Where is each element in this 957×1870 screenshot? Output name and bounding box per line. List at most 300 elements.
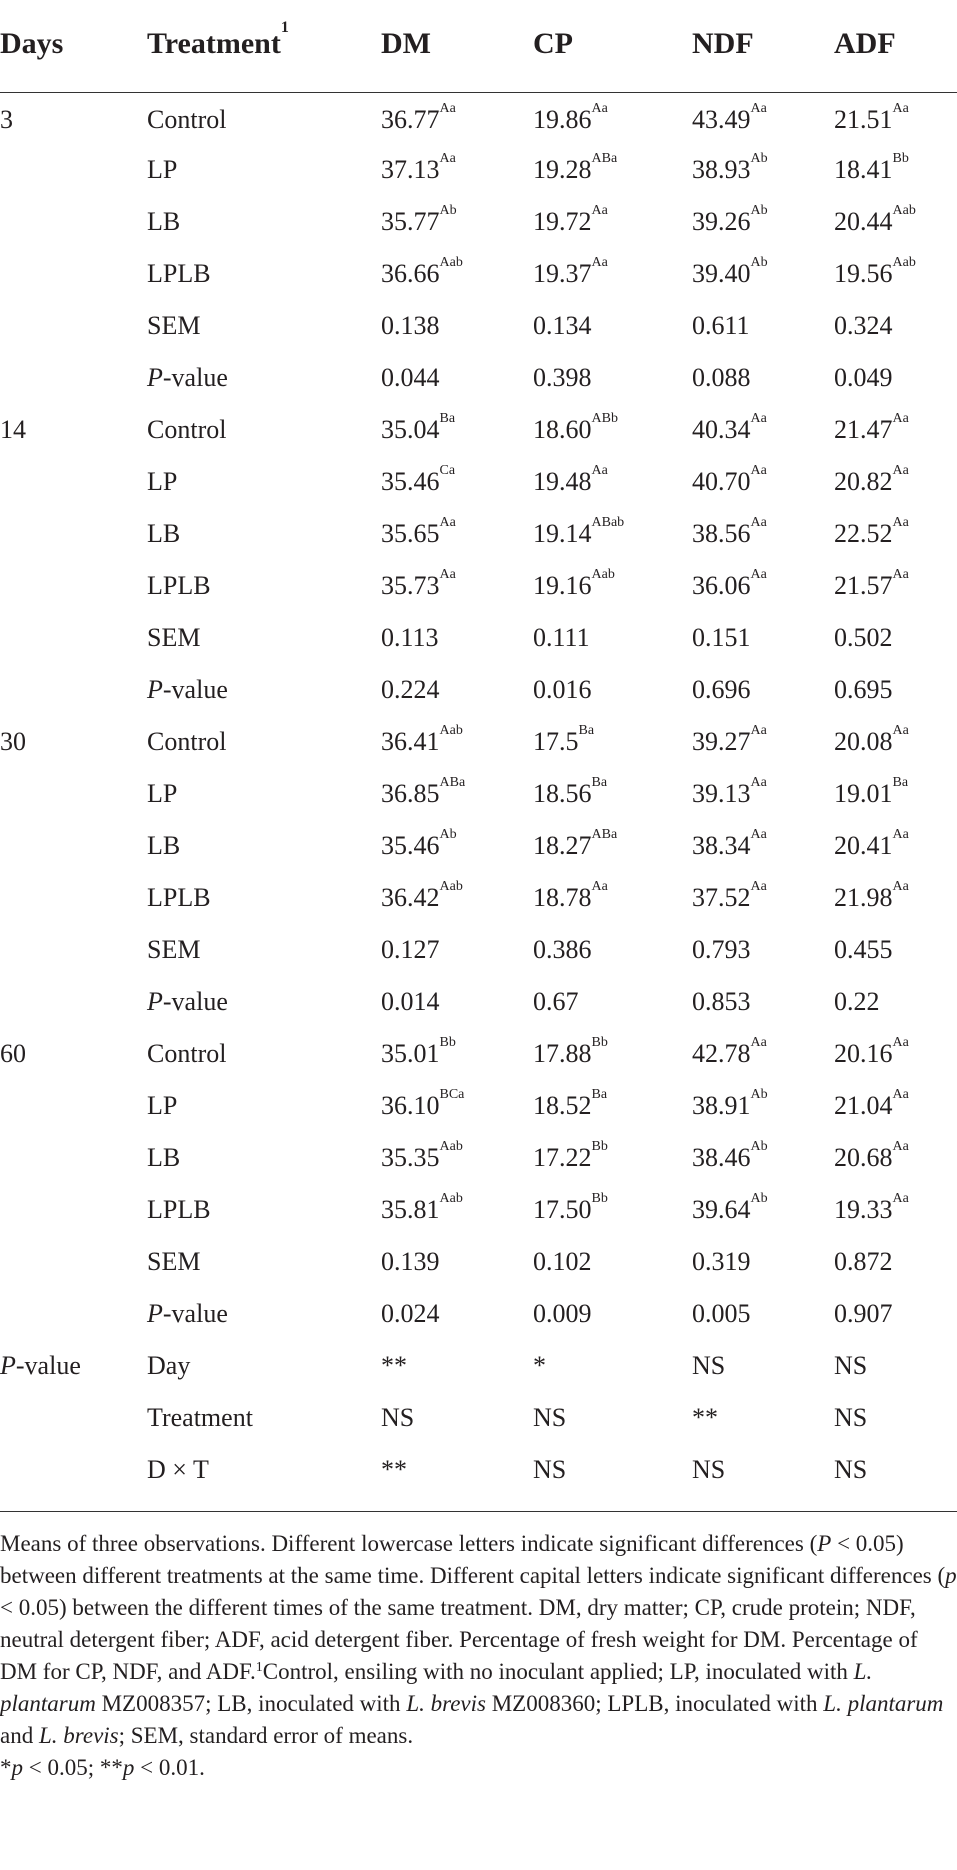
- cell-ndf: [692, 144, 834, 196]
- cell-dm: [381, 976, 533, 1028]
- day-label: 3: [0, 105, 13, 135]
- cp-value: NS: [533, 1455, 567, 1484]
- cell-day: [0, 144, 147, 196]
- cell-cp: [533, 1236, 692, 1288]
- table-row: [0, 144, 957, 196]
- adf-value: 21.04: [834, 1091, 893, 1120]
- treatment-label: Control: [147, 727, 227, 756]
- cell-ndf: [692, 508, 834, 560]
- cp-value: 17.5: [533, 727, 579, 756]
- cell-adf: [834, 1392, 957, 1444]
- ndf-significance-letters: Ab: [750, 1191, 768, 1206]
- dm-significance-letters: Ca: [439, 463, 456, 478]
- footnote-p-symbol: p: [945, 1563, 957, 1588]
- dm-value: 35.73: [381, 571, 440, 600]
- p-value-suffix: -value: [162, 675, 228, 704]
- footnote-main: [0, 1528, 957, 1752]
- cell-dm: [381, 1184, 533, 1236]
- dm-value: 35.46: [381, 467, 440, 496]
- cell-cp: [533, 1184, 692, 1236]
- cell-cp: [533, 820, 692, 872]
- cell-dm: [381, 508, 533, 560]
- dm-significance-letters: Ab: [439, 203, 457, 218]
- cell-ndf: [692, 1236, 834, 1288]
- adf-significance-letters: Aa: [892, 567, 909, 582]
- cell-day: [0, 1288, 147, 1340]
- dm-significance-letters: Aa: [439, 567, 456, 582]
- footnote-text-3: < 0.05) between the different times of the same treatment. DM, dry matter; CP, crude protein; NDF, neutral detergent fiber; ADF, acid detergent fiber. Percentage of fresh weight for DM. Percentage of DM for CP, NDF, and ADF.: [0, 1595, 918, 1684]
- cell-cp: [533, 352, 692, 404]
- dm-value: 36.66: [381, 259, 440, 288]
- table-row: [0, 300, 957, 352]
- treatment-label: LP: [147, 1091, 178, 1120]
- cp-significance-letters: ABa: [591, 827, 618, 842]
- table-row: [0, 976, 957, 1028]
- cp-significance-letters: Bb: [591, 1139, 608, 1154]
- table-row: [0, 1340, 957, 1392]
- sig-text: < 0.05; **: [23, 1755, 123, 1780]
- ndf-significance-letters: Aa: [750, 463, 767, 478]
- cell-day: [0, 1184, 147, 1236]
- table-row: [0, 1288, 957, 1340]
- cell-day: [0, 508, 147, 560]
- cell-cp: [533, 1392, 692, 1444]
- cell-ndf: [692, 352, 834, 404]
- ndf-significance-letters: Aa: [750, 567, 767, 582]
- cell-day: [0, 1340, 147, 1392]
- species-name: L. plantarum: [823, 1691, 944, 1716]
- ndf-significance-letters: Ab: [750, 255, 768, 270]
- ndf-significance-letters: Aa: [750, 879, 767, 894]
- ndf-significance-letters: Ab: [750, 203, 768, 218]
- ndf-significance-letters: Aa: [750, 101, 767, 117]
- footnote-text-5: MZ008357; LB, inoculated with: [95, 1691, 407, 1716]
- ndf-significance-letters: Ab: [750, 151, 768, 166]
- cell-treatment: [147, 508, 381, 560]
- cell-treatment: [147, 560, 381, 612]
- table-row: [0, 1132, 957, 1184]
- adf-significance-letters: Aa: [892, 1191, 909, 1206]
- treatment-label: LP: [147, 779, 178, 808]
- cp-significance-letters: Ba: [578, 723, 595, 738]
- treatment-label: LP: [147, 155, 178, 184]
- dm-value: 0.224: [381, 675, 440, 704]
- cp-significance-letters: Aab: [591, 567, 615, 582]
- adf-value: 0.049: [834, 363, 893, 392]
- cell-cp: [533, 508, 692, 560]
- ndf-value: 38.34: [692, 831, 751, 860]
- cell-ndf: [692, 1080, 834, 1132]
- ndf-value: 39.13: [692, 779, 751, 808]
- cell-cp: [533, 144, 692, 196]
- cp-significance-letters: Ba: [591, 1087, 608, 1102]
- cell-day: [0, 560, 147, 612]
- dm-significance-letters: Aab: [439, 1139, 463, 1154]
- cell-ndf: [692, 560, 834, 612]
- table-body: [0, 92, 957, 1496]
- cp-value: 17.88: [533, 1039, 592, 1068]
- cell-day: [0, 1132, 147, 1184]
- adf-significance-letters: Ba: [892, 775, 909, 790]
- ndf-significance-letters: Aa: [750, 515, 767, 530]
- cp-significance-letters: Ba: [591, 775, 608, 790]
- cell-day: [0, 820, 147, 872]
- dm-value: 36.41: [381, 727, 440, 756]
- adf-value: 20.44: [834, 207, 893, 236]
- dm-value: 35.46: [381, 831, 440, 860]
- cell-adf: [834, 1184, 957, 1236]
- cp-value: 0.386: [533, 935, 592, 964]
- ndf-significance-letters: Ab: [750, 1139, 768, 1154]
- sig-text: < 0.01.: [134, 1755, 205, 1780]
- cell-adf: [834, 196, 957, 248]
- cell-dm: [381, 300, 533, 352]
- adf-value: 0.324: [834, 311, 893, 340]
- treatment-label: [147, 987, 228, 1016]
- ndf-value: 0.793: [692, 935, 751, 964]
- dm-value: 0.014: [381, 987, 440, 1016]
- species-name: L. brevis: [38, 1723, 119, 1748]
- treatment-label: SEM: [147, 311, 201, 340]
- dm-value: 0.139: [381, 1247, 440, 1276]
- cp-value: 0.016: [533, 675, 592, 704]
- treatment-label: Control: [147, 105, 227, 135]
- dm-value: **: [381, 1351, 407, 1380]
- footnote-significance: [0, 1752, 957, 1784]
- adf-significance-letters: Aab: [892, 255, 916, 270]
- ndf-value: 39.26: [692, 207, 751, 236]
- cell-treatment: [147, 924, 381, 976]
- sig-star: *: [0, 1755, 12, 1780]
- cp-value: 18.60: [533, 415, 592, 444]
- cp-significance-letters: Aa: [591, 463, 608, 478]
- cell-dm: [381, 456, 533, 508]
- ndf-value: NS: [692, 1455, 726, 1484]
- cell-ndf: [692, 716, 834, 768]
- cp-value: 19.37: [533, 259, 592, 288]
- treatment-label: LPLB: [147, 571, 211, 600]
- cell-ndf: [692, 872, 834, 924]
- cp-value: 19.14: [533, 519, 592, 548]
- italic-p: P: [147, 675, 163, 704]
- cell-adf: [834, 820, 957, 872]
- sig-p: p: [122, 1755, 135, 1780]
- cell-cp: [533, 92, 692, 144]
- cp-significance-letters: Aa: [591, 879, 608, 894]
- cell-cp: [533, 924, 692, 976]
- dm-value: 35.77: [381, 207, 440, 236]
- treatment-label: Treatment: [147, 1403, 253, 1432]
- cell-treatment: [147, 1028, 381, 1080]
- cell-ndf: [692, 976, 834, 1028]
- cell-cp: [533, 664, 692, 716]
- cell-treatment: [147, 404, 381, 456]
- cell-treatment: [147, 1340, 381, 1392]
- cell-ndf: [692, 1288, 834, 1340]
- table-row: [0, 404, 957, 456]
- adf-significance-letters: Aa: [892, 463, 909, 478]
- cell-ndf: [692, 1132, 834, 1184]
- cell-dm: [381, 248, 533, 300]
- cell-treatment: [147, 456, 381, 508]
- dm-significance-letters: ABa: [439, 775, 466, 790]
- footnote-mark: 1: [255, 1660, 263, 1675]
- cell-day: [0, 248, 147, 300]
- dm-significance-letters: Aab: [439, 255, 463, 270]
- italic-p: P: [147, 1299, 163, 1328]
- table-row: [0, 612, 957, 664]
- cell-dm: [381, 404, 533, 456]
- adf-value: 18.41: [834, 155, 893, 184]
- cell-dm: [381, 144, 533, 196]
- cell-cp: [533, 560, 692, 612]
- cp-value: 19.72: [533, 207, 592, 236]
- adf-significance-letters: Aa: [892, 1035, 909, 1050]
- cell-ndf: [692, 820, 834, 872]
- cell-day: [0, 196, 147, 248]
- table-row: [0, 1184, 957, 1236]
- treatment-label: SEM: [147, 935, 201, 964]
- cell-dm: [381, 716, 533, 768]
- cell-dm: [381, 352, 533, 404]
- dm-value: 0.024: [381, 1299, 440, 1328]
- cell-ndf: [692, 924, 834, 976]
- cell-day: [0, 1028, 147, 1080]
- cell-cp: [533, 716, 692, 768]
- table-row: [0, 872, 957, 924]
- header-ndf: NDF: [692, 26, 754, 60]
- dm-significance-letters: Aa: [439, 515, 456, 530]
- treatment-label: [147, 675, 228, 704]
- footnote-text-2: < 0.05) between different treatments at the same time. Different capital letters indicate significant differences (: [0, 1531, 946, 1588]
- cp-value: 17.50: [533, 1195, 592, 1224]
- cp-significance-letters: Aa: [591, 203, 608, 218]
- cell-ndf: [692, 768, 834, 820]
- table-row: [0, 352, 957, 404]
- day-label: 30: [0, 727, 26, 756]
- day-label: [0, 1351, 81, 1380]
- cell-adf: [834, 976, 957, 1028]
- ndf-value: 43.49: [692, 105, 751, 135]
- cell-dm: [381, 924, 533, 976]
- cell-dm: [381, 1444, 533, 1496]
- cell-ndf: [692, 1028, 834, 1080]
- cell-cp: [533, 456, 692, 508]
- cell-dm: [381, 1236, 533, 1288]
- cell-day: [0, 1236, 147, 1288]
- cp-significance-letters: ABa: [591, 151, 618, 166]
- dm-value: 36.42: [381, 883, 440, 912]
- cell-ndf: [692, 1184, 834, 1236]
- table-row: [0, 92, 957, 144]
- cell-ndf: [692, 456, 834, 508]
- cell-treatment: [147, 872, 381, 924]
- table-row: [0, 1392, 957, 1444]
- cell-treatment: [147, 1080, 381, 1132]
- ndf-significance-letters: Aa: [750, 827, 767, 842]
- cell-treatment: [147, 1132, 381, 1184]
- footnote-text-7: and: [0, 1723, 39, 1748]
- cell-dm: [381, 820, 533, 872]
- cp-value: 19.48: [533, 467, 592, 496]
- p-value-suffix: -value: [162, 1299, 228, 1328]
- treatment-label: [147, 363, 228, 392]
- adf-value: NS: [834, 1403, 868, 1432]
- ndf-value: **: [692, 1403, 718, 1432]
- cell-ndf: [692, 1392, 834, 1444]
- dm-significance-letters: Aab: [439, 879, 463, 894]
- cell-adf: [834, 300, 957, 352]
- cp-value: 0.009: [533, 1299, 592, 1328]
- cell-adf: [834, 664, 957, 716]
- cell-treatment: [147, 1184, 381, 1236]
- cell-cp: [533, 300, 692, 352]
- sig-p: p: [11, 1755, 23, 1780]
- cell-adf: [834, 352, 957, 404]
- cp-value: 0.67: [533, 987, 579, 1016]
- treatment-label: LB: [147, 207, 181, 236]
- dm-value: 35.81: [381, 1195, 440, 1224]
- ndf-value: 38.91: [692, 1091, 751, 1120]
- cp-value: *: [533, 1351, 546, 1380]
- table-row: [0, 196, 957, 248]
- dm-value: 0.113: [381, 623, 439, 652]
- italic-p: P: [147, 987, 163, 1016]
- cell-treatment: [147, 1236, 381, 1288]
- adf-value: 20.68: [834, 1143, 893, 1172]
- ndf-value: 40.70: [692, 467, 751, 496]
- header-dm: DM: [381, 26, 431, 60]
- cell-adf: [834, 1340, 957, 1392]
- adf-significance-letters: Aa: [892, 1087, 909, 1102]
- cell-dm: [381, 92, 533, 144]
- header-cp: CP: [533, 26, 573, 60]
- cp-significance-letters: Aa: [591, 101, 608, 117]
- cell-treatment: [147, 768, 381, 820]
- cell-day: [0, 352, 147, 404]
- table-row: [0, 924, 957, 976]
- cp-significance-letters: Aa: [591, 255, 608, 270]
- cell-cp: [533, 768, 692, 820]
- dm-value: 36.10: [381, 1091, 440, 1120]
- cell-dm: [381, 768, 533, 820]
- cell-ndf: [692, 664, 834, 716]
- cell-treatment: [147, 612, 381, 664]
- cp-value: NS: [533, 1403, 567, 1432]
- ndf-value: 39.64: [692, 1195, 751, 1224]
- ndf-value: 36.06: [692, 571, 751, 600]
- cell-cp: [533, 1028, 692, 1080]
- ndf-value: 38.56: [692, 519, 751, 548]
- cell-dm: [381, 1288, 533, 1340]
- cell-treatment: [147, 664, 381, 716]
- cell-treatment: [147, 1392, 381, 1444]
- cell-day: [0, 716, 147, 768]
- cell-adf: [834, 248, 957, 300]
- ndf-value: 40.34: [692, 415, 751, 444]
- treatment-label: [147, 1299, 228, 1328]
- cell-dm: [381, 664, 533, 716]
- cell-ndf: [692, 612, 834, 664]
- table-row: [0, 1236, 957, 1288]
- adf-significance-letters: Aa: [892, 723, 909, 738]
- cell-adf: [834, 872, 957, 924]
- table-row: [0, 1028, 957, 1080]
- cell-adf: [834, 1236, 957, 1288]
- cell-day: [0, 976, 147, 1028]
- table-row: [0, 248, 957, 300]
- ndf-value: 0.319: [692, 1247, 751, 1276]
- dm-value: 0.127: [381, 935, 440, 964]
- dm-significance-letters: Aab: [439, 1191, 463, 1206]
- day-label: 14: [0, 415, 26, 444]
- header-treatment-label: Treatment: [147, 26, 281, 60]
- cell-dm: [381, 1392, 533, 1444]
- adf-significance-letters: Aa: [892, 827, 909, 842]
- table-header-row: [0, 0, 957, 92]
- dm-value: 0.138: [381, 311, 440, 340]
- footnote-text-4: Control, ensiling with no inoculant applied; LP, inoculated with: [262, 1659, 854, 1684]
- treatment-label: LPLB: [147, 883, 211, 912]
- cell-day: [0, 1444, 147, 1496]
- cell-day: [0, 768, 147, 820]
- cell-treatment: [147, 1444, 381, 1496]
- adf-value: NS: [834, 1455, 868, 1484]
- p-value-suffix: -value: [162, 363, 228, 392]
- cp-value: 19.28: [533, 155, 592, 184]
- dm-value: 35.65: [381, 519, 440, 548]
- adf-value: 20.16: [834, 1039, 893, 1068]
- cp-value: 17.22: [533, 1143, 592, 1172]
- cell-ndf: [692, 196, 834, 248]
- adf-value: 22.52: [834, 519, 893, 548]
- cell-adf: [834, 716, 957, 768]
- cell-dm: [381, 872, 533, 924]
- cell-adf: [834, 768, 957, 820]
- table-row: [0, 768, 957, 820]
- cp-value: 0.102: [533, 1247, 592, 1276]
- cell-adf: [834, 1444, 957, 1496]
- cell-adf: [834, 924, 957, 976]
- ndf-value: 0.151: [692, 623, 751, 652]
- cell-adf: [834, 1028, 957, 1080]
- cell-adf: [834, 404, 957, 456]
- cell-day: [0, 92, 147, 144]
- header-adf: ADF: [834, 26, 896, 60]
- cell-day: [0, 1080, 147, 1132]
- cell-treatment: [147, 92, 381, 144]
- dm-significance-letters: Ba: [439, 411, 456, 426]
- cell-dm: [381, 1340, 533, 1392]
- table-row: [0, 820, 957, 872]
- table-row: [0, 716, 957, 768]
- cell-treatment: [147, 248, 381, 300]
- table-row: [0, 1080, 957, 1132]
- adf-value: 0.22: [834, 987, 880, 1016]
- header-treatment: [147, 0, 381, 92]
- adf-significance-letters: Aab: [892, 203, 916, 218]
- adf-value: 20.08: [834, 727, 893, 756]
- cell-cp: [533, 872, 692, 924]
- cell-dm: [381, 1132, 533, 1184]
- cp-value: 19.86: [533, 105, 592, 135]
- cell-dm: [381, 612, 533, 664]
- cell-ndf: [692, 1444, 834, 1496]
- table-row: [0, 664, 957, 716]
- cell-day: [0, 924, 147, 976]
- cell-adf: [834, 1288, 957, 1340]
- dm-significance-letters: Ab: [439, 827, 457, 842]
